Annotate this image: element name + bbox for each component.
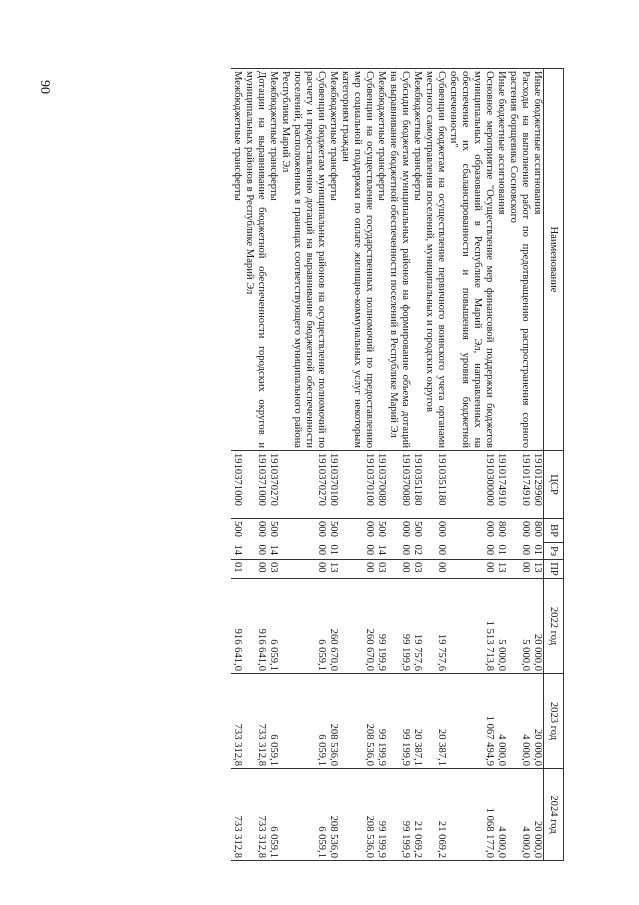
header-2023: 2023 год [544,674,564,769]
cell-2024: 208 536,0 [327,769,339,861]
cell-name: Дотации на выравнивание бюджетной обеспеченности городских округов и муниципальных районов в Республике Марий Эл [243,69,267,451]
cell-rz: 14 [268,544,279,556]
cell-pr: 13 [531,560,544,579]
cell-vr: 000 [400,521,411,537]
cell-pr: 13 [327,560,339,579]
header-vr: ВР [544,519,564,543]
header-2022: 2022 год [544,579,564,674]
cell-name: Межбюджетные трансферты [231,69,243,451]
table-header-row [544,69,564,861]
cell-name: Межбюджетные трансферты [267,69,279,451]
header-name: Наименование [544,69,564,451]
cell-2024: 99 199,9 [375,769,387,861]
cell-vr: 500 [328,521,339,537]
cell-vr: 500 [412,521,423,537]
cell-2022: 20 000,0 [531,579,544,674]
table-row [411,69,423,861]
cell-2024: 99 199,9 [387,769,411,861]
cell-name: Субвенции на осуществление государственных полномочий по предоставлению мер социальной поддержки по оплате жилищно-коммунальных услуг некоторым категориям граждан [339,69,375,451]
cell-csr: 1910370100 [327,451,339,519]
cell-csr: 1910351180 [411,451,423,519]
cell-vr: 000 [364,521,375,537]
cell-rz: 00 [520,544,531,556]
cell-rz: 01 [532,544,543,556]
cell-2024: 6 059,1 [279,769,327,861]
cell-2022: 19 757,6 [411,579,423,674]
cell-csr: 1910370270 [279,451,327,519]
table-row [339,69,375,861]
header-2024: 2024 год [544,769,564,861]
cell-vr: 000 [484,521,495,537]
cell-csr: 1910371000 [243,451,267,519]
cell-pr: 03 [375,560,387,579]
cell-name: Иные бюджетные ассигнования [495,69,507,451]
table-row [279,69,327,861]
cell-rz: 02 [412,544,423,556]
cell-pr: 00 [507,560,531,579]
cell-csr: 1910351180 [423,451,447,519]
header-pr: ПР [544,560,564,579]
cell-2023: 1 067 494,9 [447,674,495,769]
cell-name: Межбюджетные трансферты [327,69,339,451]
cell-csr: 1910300000 [447,451,495,519]
cell-csr: 1910174910 [507,451,531,519]
cell-name: Иные бюджетные ассигнования [531,69,544,451]
cell-name: Субвенции бюджетам на осуществление первичного воинского учета органами местного самоуправления поселений, муниципальных и городских округов [423,69,447,451]
cell-vr: 800 [496,521,507,537]
cell-vr: 500 [376,521,387,537]
header-rz: Рз [544,543,564,560]
cell-2022: 5 000,0 [495,579,507,674]
cell-2022: 6 059,1 [267,579,279,674]
cell-rz: 00 [484,544,495,556]
cell-2024: 4 000,0 [507,769,531,861]
table-row [375,69,387,861]
cell-2023: 20 387,1 [411,674,423,769]
cell-2024: 21 069,2 [423,769,447,861]
cell-2023: 733 312,8 [243,674,267,769]
cell-rz: 00 [364,544,375,556]
cell-csr: 1910370080 [375,451,387,519]
cell-2023: 20 387,1 [423,674,447,769]
cell-pr: 00 [387,560,411,579]
cell-2022: 1 513 713,8 [447,579,495,674]
table-row [531,69,544,861]
cell-2023: 20 000,0 [531,674,544,769]
cell-2024: 733 312,8 [231,769,243,861]
cell-pr: 00 [243,560,267,579]
cell-2023: 208 536,0 [327,674,339,769]
rotated-table-container [231,68,564,860]
cell-2024: 733 312,8 [243,769,267,861]
cell-2022: 260 670,0 [327,579,339,674]
table-row [267,69,279,861]
cell-rz: 01 [496,544,507,556]
header-csr: ЦСР [544,451,564,519]
budget-table [231,68,564,861]
table-row [495,69,507,861]
cell-rz: 00 [316,544,327,556]
cell-rz: 14 [232,544,243,556]
page-number: 90 [37,80,52,94]
cell-name: Субвенции бюджетам муниципальных районов на осуществление полномочий по расчету и предоставлению дотаций на выравнивание бюджетной обеспеченности поселений, расположенных в границах соответствующего муниципального района Республики Марий Эл [279,69,327,451]
cell-2023: 208 536,0 [339,674,375,769]
cell-vr: 500 [232,521,243,537]
cell-2023: 733 312,8 [231,674,243,769]
cell-csr: 1910371000 [231,451,243,519]
cell-csr: 1910129960 [531,451,544,519]
cell-csr: 1910174910 [495,451,507,519]
cell-2022: 19 757,6 [423,579,447,674]
cell-2022: 916 641,0 [231,579,243,674]
table-row [243,69,267,861]
table-row [231,69,243,861]
cell-csr: 1910370270 [267,451,279,519]
cell-vr: 000 [256,521,267,537]
cell-2024: 208 536,0 [339,769,375,861]
cell-pr: 03 [267,560,279,579]
cell-csr: 1910370100 [339,451,375,519]
table-row [507,69,531,861]
cell-rz: 00 [400,544,411,556]
cell-2024: 21 069,2 [411,769,423,861]
cell-2023: 4 000,0 [507,674,531,769]
cell-pr: 00 [423,560,447,579]
cell-pr: 00 [339,560,375,579]
cell-rz: 00 [256,544,267,556]
cell-2022: 99 199,9 [375,579,387,674]
cell-2023: 99 199,9 [375,674,387,769]
cell-2024: 6 059,1 [267,769,279,861]
cell-2022: 916 641,0 [243,579,267,674]
cell-2023: 99 199,9 [387,674,411,769]
cell-pr: 03 [411,560,423,579]
cell-2024: 20 000,0 [531,769,544,861]
cell-rz: 00 [436,544,447,556]
cell-2022: 5 000,0 [507,579,531,674]
cell-name: Межбюджетные трансферты [375,69,387,451]
cell-name: Расходы на выполнение работ по предотвращению распространения сорного растения борщевика Сосновского [507,69,531,451]
cell-vr: 000 [520,521,531,537]
cell-2022: 6 059,1 [279,579,327,674]
table-body [231,69,544,861]
cell-pr: 01 [231,560,243,579]
cell-vr: 000 [436,521,447,537]
table-row [387,69,411,861]
cell-2024: 1 068 177,0 [447,769,495,861]
cell-rz: 14 [376,544,387,556]
cell-pr: 13 [495,560,507,579]
cell-csr: 1910370080 [387,451,411,519]
cell-name: Субсидии бюджетам муниципальных районов на формирование объема дотаций на выравнивание бюджетной обеспеченности поселений в Республике Марий Эл [387,69,411,451]
cell-rz: 01 [328,544,339,556]
table-row [447,69,495,861]
table-row [327,69,339,861]
cell-vr: 000 [316,521,327,537]
cell-vr: 800 [532,521,543,537]
table-row [423,69,447,861]
cell-2023: 6 059,1 [267,674,279,769]
cell-name: Межбюджетные трансферты [411,69,423,451]
cell-2024: 4 000,0 [495,769,507,861]
cell-2022: 99 199,9 [387,579,411,674]
cell-pr: 00 [447,560,495,579]
cell-pr: 00 [279,560,327,579]
cell-2022: 260 670,0 [339,579,375,674]
cell-vr: 500 [268,521,279,537]
cell-2023: 4 000,0 [495,674,507,769]
cell-name: Основное мероприятие "Осуществление мер финансовой поддержки бюджетов муниципальных образований в Республике Марий Эл, направленных на обеспечение их сбалансированности и повышения уровня бюджетной обеспеченности" [447,69,495,451]
cell-2023: 6 059,1 [279,674,327,769]
